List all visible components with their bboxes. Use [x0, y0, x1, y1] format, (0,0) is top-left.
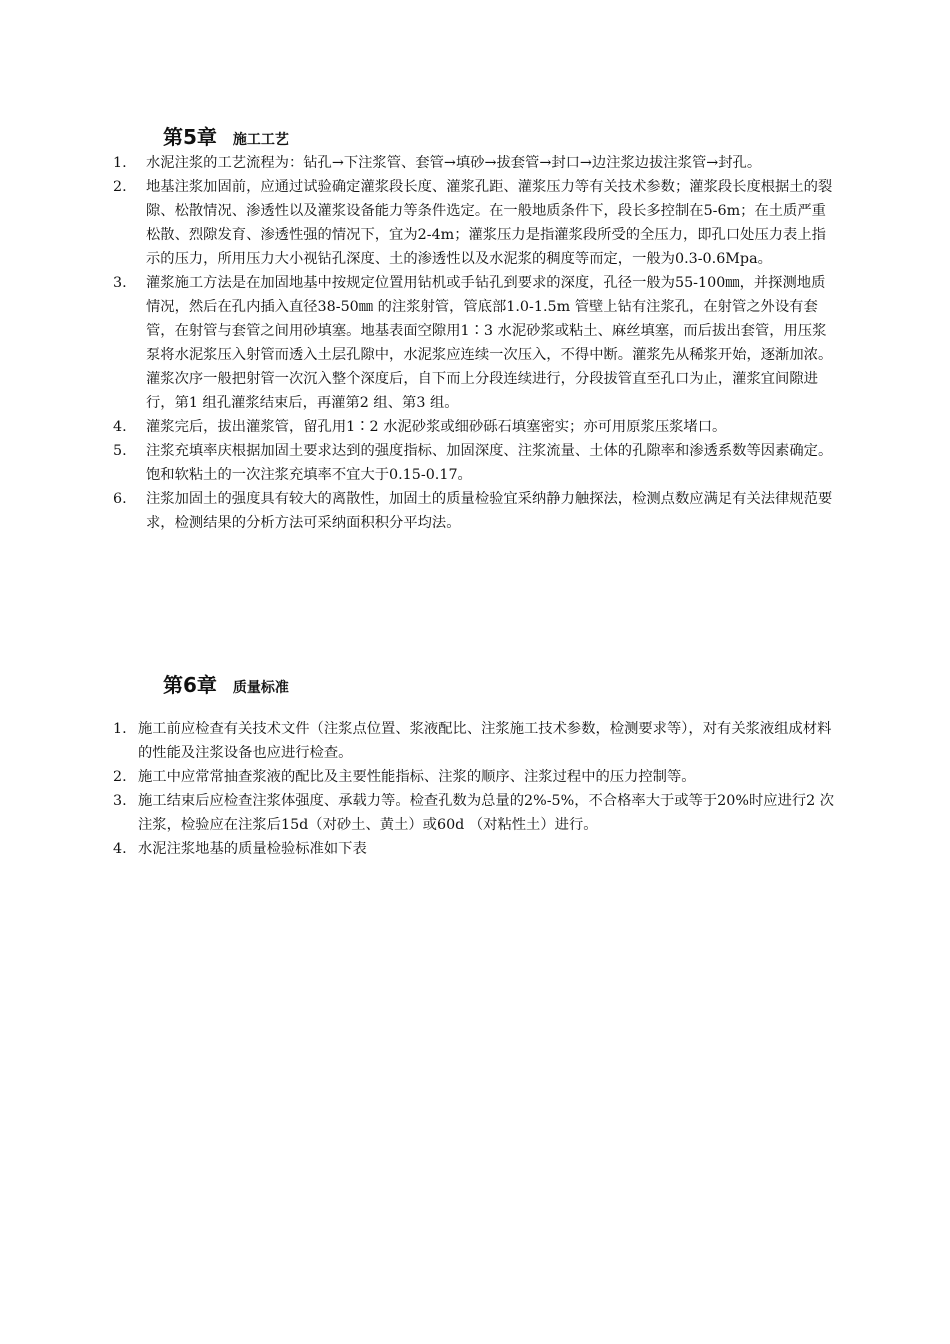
list-marker: 2.	[113, 769, 127, 785]
list-item	[113, 271, 839, 415]
list-item	[113, 789, 839, 837]
list-item-text: 施工中应常常抽查浆液的配比及主要性能指标、注浆的顺序、注浆过程中的压力控制等。	[138, 769, 696, 785]
list-item-text: 灌浆完后，拔出灌浆管，留孔用1∶2 水泥砂浆或细砂砾石填塞密实；亦可用原浆压浆堵口。	[146, 419, 727, 435]
list-marker: 4.	[113, 419, 127, 435]
chapter-5-list	[113, 151, 839, 535]
list-marker: 1.	[113, 155, 127, 171]
list-item	[113, 717, 839, 765]
list-item	[113, 765, 839, 789]
list-marker: 3.	[113, 275, 127, 291]
list-item-text: 地基注浆加固前，应通过试验确定灌浆段长度、灌浆孔距、灌浆压力等有关技术参数；灌浆段长度根据土的裂隙、松散情况、渗透性以及灌浆设备能力等条件选定。在一般地质条件下，段长多控制在5-6m；在土质严重松散、烈隙发育、渗透性强的情况下，宜为2-4m；灌浆压力是指灌浆段所受的全压力，即孔口处压力表上指示的压力，所用压力大小视钻孔深度、土的渗透性以及水泥浆的稠度等而定，一般为0.3-0.6Mpa。	[146, 179, 833, 267]
list-marker: 4.	[113, 841, 127, 857]
list-item	[113, 151, 839, 175]
list-item-text: 灌浆施工方法是在加固地基中按规定位置用钻机或手钻孔到要求的深度，孔径一般为55-100㎜，并探测地质情况，然后在孔内插入直径38-50㎜ 的注浆射管，管底部1.0-1.5m 管壁上钻有注浆孔，在射管之外设有套管，在射管与套管之间用砂填塞。地基表面空隙用1∶3 水泥砂浆或粘土、麻丝填塞，而后拔出套管，用压浆泵将水泥浆压入射管而透入土层孔隙中，水泥浆应连续一次压入，不得中断。灌浆先从稀浆开始，逐渐加浓。灌浆次序一般把射管一次沉入整个深度后，自下而上分段连续进行，分段拔管直至孔口为止，灌浆宜间隙进行，第1 组孔灌浆结束后，再灌第2 组、第3 组。	[146, 275, 833, 411]
list-item	[113, 439, 839, 487]
list-marker: 3.	[113, 793, 127, 809]
chapter-5-title: 施工工艺	[232, 132, 289, 148]
list-item	[113, 415, 839, 439]
list-item-text: 注浆充填率庆根据加固土要求达到的强度指标、加固深度、注浆流量、土体的孔隙率和渗透系数等因素确定。饱和软粘土的一次注浆充填率不宜大于0.15-0.17。	[146, 443, 833, 483]
chapter-6-number: 第6章	[163, 673, 217, 697]
list-item	[113, 837, 839, 861]
chapter-5-number: 第5章	[163, 125, 217, 149]
list-item-text: 施工前应检查有关技术文件（注浆点位置、浆液配比、注浆施工技术参数，检测要求等），对有关浆液组成材料的性能及注浆设备也应进行检查。	[138, 721, 832, 761]
list-marker: 2.	[113, 179, 127, 195]
list-item-text: 注浆加固土的强度具有较大的离散性，加固土的质量检验宜采纳静力触探法，检测点数应满足有关法律规范要求，检测结果的分析方法可采纳面积积分平均法。	[146, 491, 833, 531]
list-item-text: 水泥注浆地基的质量检验标准如下表	[138, 841, 367, 857]
list-marker: 6.	[113, 491, 127, 507]
list-item	[113, 175, 839, 271]
list-marker: 5.	[113, 443, 127, 459]
chapter-6-title: 质量标准	[232, 680, 289, 696]
list-item	[113, 487, 839, 535]
chapter-6-heading	[163, 669, 289, 698]
list-item-text: 施工结束后应检查注浆体强度、承载力等。检查孔数为总量的2%-5%，不合格率大于或等于20%时应进行2 次注浆，检验应在注浆后15d（对砂土、黄土）或60d （对粘性土）进行。	[138, 793, 835, 833]
list-marker: 1.	[113, 721, 127, 737]
chapter-6-list	[113, 717, 839, 861]
chapter-5-heading	[163, 121, 289, 150]
list-item-text: 水泥注浆的工艺流程为：钻孔→下注浆管、套管→填砂→拔套管→封口→边注浆边拔注浆管→封孔。	[146, 155, 762, 171]
